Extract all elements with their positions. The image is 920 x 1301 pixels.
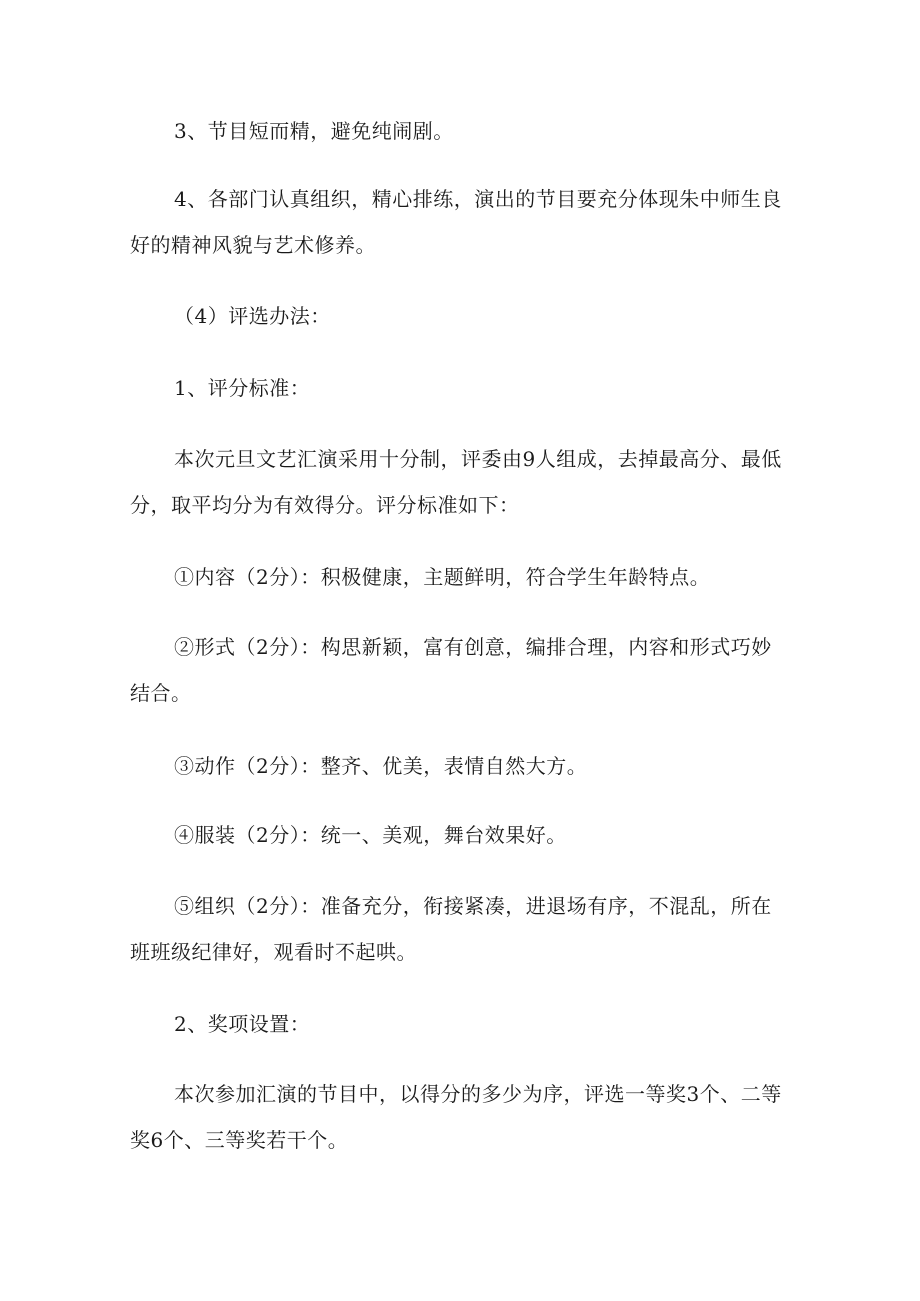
subheading-awards: 2、奖项设置： <box>174 1012 311 1036</box>
section-heading-evaluation: （4）评选办法： <box>174 304 331 328</box>
criterion-content: ①内容（2分）：积极健康，主题鲜明，符合学生年龄特点。 <box>174 565 711 589</box>
criterion-movement: ③动作（2分）：整齐、优美，表情自然大方。 <box>174 754 588 778</box>
paragraph-awards: 本次参加汇演的节目中，以得分的多少为序，评选一等奖3个、二等奖6个、三等奖若干个。 <box>130 1082 782 1152</box>
paragraph-rule-3: 3、节目短而精，避免纯闹剧。 <box>174 119 454 143</box>
criterion-form: ②形式（2分）：构思新颖，富有创意，编排合理，内容和形式巧妙结合。 <box>130 635 772 705</box>
paragraph-rule-4: 4、各部门认真组织，精心排练，演出的节目要充分体现朱中师生良好的精神风貌与艺术修养。 <box>130 187 782 257</box>
subheading-scoring-standard: 1、评分标准： <box>174 376 311 400</box>
paragraph-scoring-intro: 本次元旦文艺汇演采用十分制，评委由9人组成，去掉最高分、最低分，取平均分为有效得分。评分标准如下： <box>130 447 782 517</box>
criterion-costume: ④服装（2分）：统一、美观，舞台效果好。 <box>174 823 567 847</box>
criterion-organization: ⑤组织（2分）：准备充分，衔接紧凑，进退场有序，不混乱，所在班班级纪律好，观看时不起哄。 <box>130 894 772 964</box>
